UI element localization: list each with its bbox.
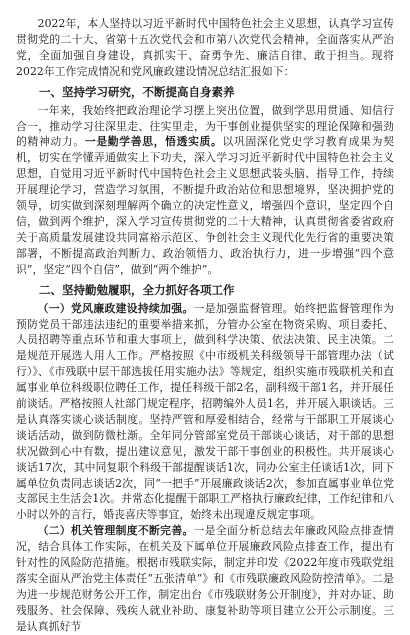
section-1-heading: 一、坚持学习研究，不断提高自身素养 — [39, 84, 235, 99]
subsection-2-paragraph — [16, 523, 394, 634]
subsection-1-text: 一是加强监督管理。始终把监督管理作为预防党员干部违法违纪的重要举措来抓，分管办公室在物资采购、项目委托、人员招聘等重点环节和重大事项上，做到科学决策、依法决策、民主决策。二是规范开展选人用人工作。严格按照《中市级机关科级领导干部管理办法（试行）》、《市残联中层干部选拔任用实施办法》等规定，组织实施市残联机关和直属事业单位科级职位聘任工作，提任科级干部2名，副科级干部1名，并开展任前谈话。严格按照人社部门规定程序，招聘编外人员1名，并开展入职谈话。三是认真落实谈心谈话制度。坚持严管和厚爱相结合，经常与干部职工开展谈心谈话活动，做到防微杜渐。全年同分管部室党员干部谈心谈话，对干部的思想状况做到心中有数，提出建议意见，激发干部干事创业的积极性。共开展谈心谈话17次，其中同复职个科级干部提醒谈话1次，同办公室主任谈话1次，同下属单位负责同志谈话2次，同“一把手”开展廉政谈话2次，参加直属事业单位党支部民主生活会1次。并常态化提醒干部职工严格执行廉政纪律，工作纪律和八小时以外的言行，婚丧喜庆等事宜，始终未出现違反规定事项。 — [16, 301, 394, 522]
intro-paragraph: 2022年，本人坚持以习近平新时代中国特色社会主义思想，认真学习宣传贯彻党的二十大、省第十五次党代会和市第八次党代会精神，全面落实从严治党，全面加强自身建设，真抓实干、奋勇争先、廉洁自律、敢于担当。现将2022年工作完成情况和党风廉政建设情况总结汇报如下： — [16, 17, 394, 78]
subsection-2-heading: （二）机关管理制度不断完善。 — [37, 524, 194, 538]
section-1-text-b: 以巩固深化党史学习教育成果为契机，切实在学懂弄通做实上下功夫，深入学习习近平新时代中国特色社会主义思想，自觉用习近平新时代中国特色社会主义思想武装头脑、指导工作，持续开展理论学习，营造学习氛围，不断提升政治站位和思想境界，坚决拥护党的领导，切实做到深刻理解两个确立的决定性意义，增强四个意识，坚定四个自信，做到两个维护，深入学习宣传贯彻党的二十大精神，认真贯彻省委省政府关于高质量发展建设共同富裕示范区、争创社会主义现代化先行省的重要决策部署，不断提高政治判断力、政治领悟力、政治执行力，进一步增强“四个意识”，坚定“四个自信”，做到“两个维护”。 — [16, 135, 395, 276]
subsection-1-paragraph — [16, 301, 394, 524]
section-1-emphasis: 一是勤学善思，悟透实质。 — [84, 135, 223, 149]
subsection-2-text: 一是全面分析总结去年廉政风险点排查情况，结合具体工作实际，在机关及下属单位开展廉政风险点排查工作，提出有针对性的风险防范措施。根据市残联实际，制定并印发《2022年度市残联党组落实全面从严治党主体责任“五张清单”》和《市残联廉政风险防控清单》。二是为进一步规范财务公开工作，制定出台《市残联财务公开制度》，并对办证、助残服务、社会保障、残疾人就业补助、康复补助等项目建立公开公示制度。三是认真抓好节 — [16, 524, 394, 633]
subsection-1-heading: （一）党风廉政建设持续加强。 — [37, 301, 194, 315]
section-1-text-a: 一年来，我始终把政治理论学习摆上突出位置，做到学思用贯通、知信行合一，推动学习往深里走、往实里走，为干事创业提供坚实的理论保障和强劲的精神动力。 — [16, 103, 394, 149]
section-2-heading: 二、坚持勤勉履职，全力抓好各项工作 — [39, 282, 235, 297]
section-1-paragraph — [16, 103, 394, 278]
